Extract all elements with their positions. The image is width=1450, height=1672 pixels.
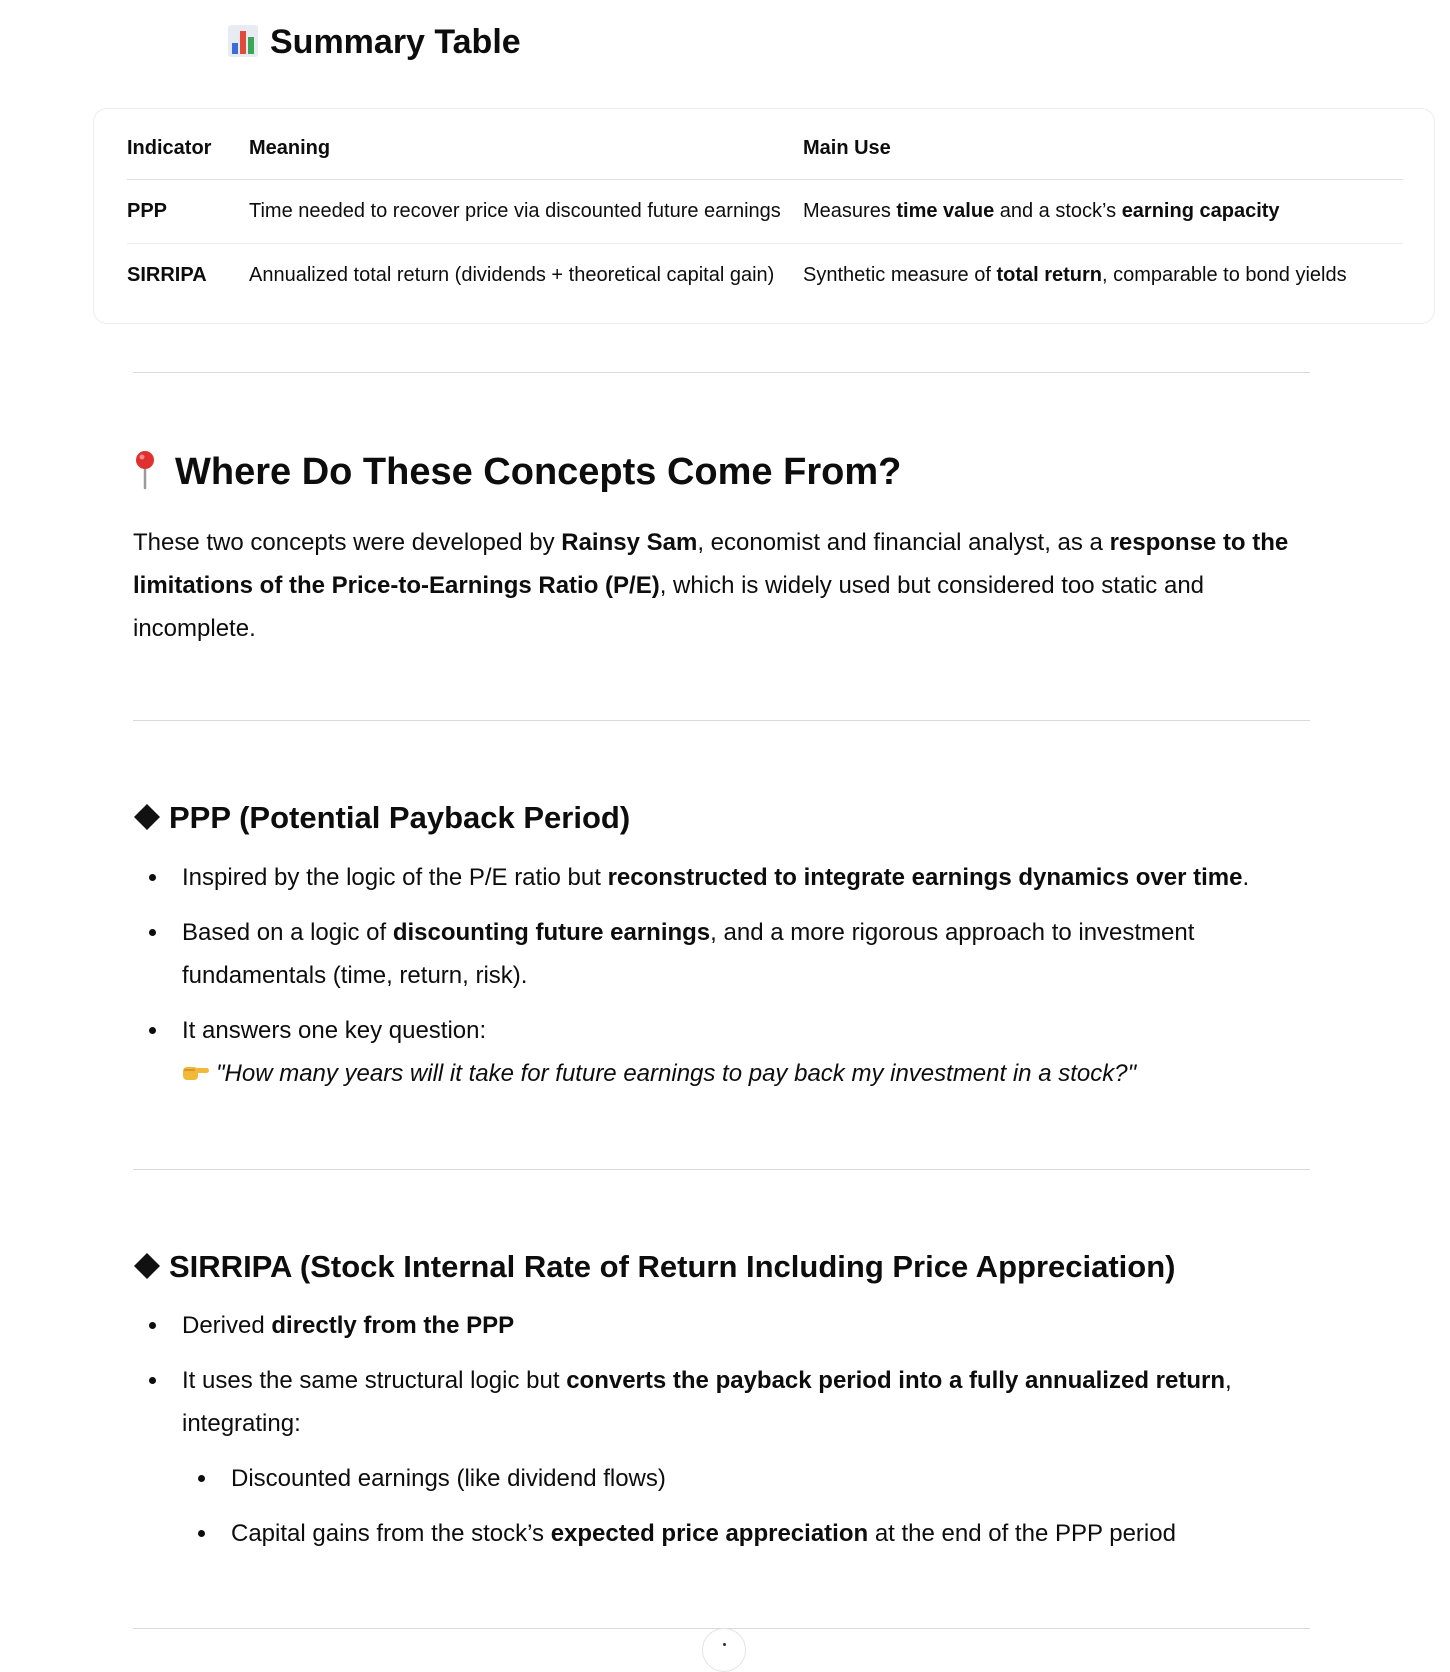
meaning-cell: Time needed to recover price via discounted future earnings: [249, 180, 803, 244]
diamond-icon: [133, 1252, 161, 1280]
scroll-indicator-icon: [723, 1643, 726, 1646]
table-row: [127, 180, 1403, 244]
header-indicator: Indicator: [127, 117, 249, 180]
main-use-cell: Synthetic measure of total return, comparable to bond yields: [803, 264, 1347, 286]
scroll-down-button[interactable]: [702, 1628, 746, 1672]
header-main-use: Main Use: [803, 117, 1403, 180]
ppp-title: PPP (Potential Payback Period): [169, 800, 631, 835]
table-header-row: [127, 117, 1403, 180]
header-meaning: Meaning: [249, 117, 803, 180]
table-row: [127, 244, 1403, 308]
bar-chart-icon: [228, 25, 258, 57]
key-question-quote: "How many years will it take for future earnings to pay back my investment in a stock?": [182, 1052, 1333, 1095]
diamond-icon: [133, 803, 161, 831]
indicator-cell: SIRRIPA: [127, 264, 207, 286]
list-item: Based on a logic of discounting future earnings, and a more rigorous approach to investment fundamentals (time, return, risk).: [133, 911, 1333, 997]
divider: [133, 720, 1310, 721]
origin-paragraph: These two concepts were developed by Rainsy Sam, economist and financial analyst, as a response to the limitations of the Price-to-Earnings Ratio (P/E), which is widely used but considered too static and incomplete.: [133, 529, 1289, 642]
pin-icon: [133, 450, 157, 490]
origin-title: Where Do These Concepts Come From?: [175, 451, 902, 493]
list-item: Derived directly from the PPP: [133, 1304, 1333, 1347]
divider: [133, 1169, 1310, 1170]
summary-heading: [228, 18, 521, 66]
sirripa-sublist: [182, 1457, 1333, 1555]
sirripa-list: [133, 1304, 1333, 1567]
list-item: It answers one key question: "How many years will it take for future earnings to pay back my investment in a stock?": [133, 1009, 1333, 1095]
ppp-list: [133, 856, 1333, 1107]
summary-table: [127, 117, 1403, 307]
meaning-cell: Annualized total return (dividends + theoretical capital gain): [249, 264, 775, 286]
sirripa-heading: [133, 1245, 1175, 1289]
list-item: Discounted earnings (like dividend flows): [182, 1457, 1333, 1500]
ppp-heading: [133, 796, 630, 840]
indicator-cell: PPP: [127, 180, 249, 244]
pointing-hand-icon: [182, 1062, 210, 1082]
summary-title: Summary Table: [270, 23, 521, 61]
main-use-cell: Measures time value and a stock’s earning capacity: [803, 180, 1403, 244]
sirripa-title: SIRRIPA (Stock Internal Rate of Return Including Price Appreciation): [169, 1249, 1176, 1284]
divider: [133, 372, 1310, 373]
origin-heading: [133, 448, 901, 496]
list-item: It uses the same structural logic but converts the payback period into a fully annualized return, integrating: Discounted earnings (like dividend flows) Capital gains from the stock’s expected price appreciation at the end of the PPP period: [133, 1359, 1333, 1555]
list-item: Capital gains from the stock’s expected price appreciation at the end of the PPP period: [182, 1512, 1333, 1555]
summary-table-card: [93, 108, 1435, 324]
list-item: Inspired by the logic of the P/E ratio but reconstructed to integrate earnings dynamics over time.: [133, 856, 1333, 899]
